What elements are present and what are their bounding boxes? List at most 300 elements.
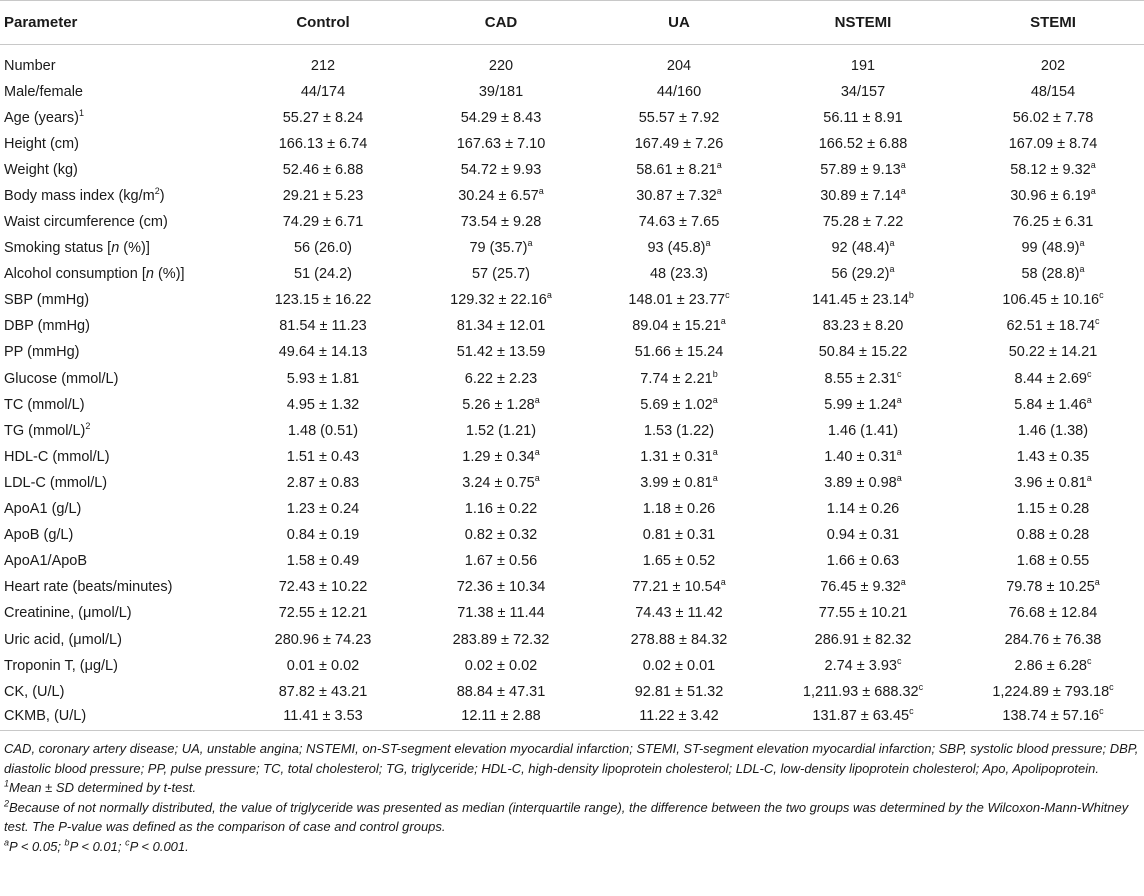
value-cell (958, 157, 1144, 183)
parameter-label: Troponin T, (μg/L) (4, 657, 118, 674)
significance-marker: a (712, 447, 718, 458)
value-cell (234, 496, 412, 522)
value-cell (412, 261, 590, 287)
value-cell (234, 522, 412, 548)
value-text: 1.16 ± 0.22 (464, 501, 538, 518)
value-text: 166.52 ± 6.88 (818, 135, 908, 152)
value-text: 62.51 ± 18.74 (1006, 318, 1096, 335)
value-text: 5.99 ± 1.24 (824, 396, 897, 413)
value-text: 29.21 ± 5.23 (282, 187, 364, 204)
table-row (0, 45, 1144, 79)
value-text: 1.23 ± 0.24 (286, 501, 360, 518)
significance-marker: a (900, 160, 906, 170)
significance-marker: a (1090, 160, 1096, 170)
value-cell (590, 235, 768, 261)
value-cell (590, 392, 768, 418)
parameter-label: Creatinine, (μmol/L) (4, 605, 132, 622)
value-text: 1.52 (1.21) (465, 422, 537, 439)
parameter-cell (0, 209, 234, 235)
value-cell (234, 131, 412, 157)
footnote-marker: 2 (4, 798, 10, 809)
significance-marker: c (918, 681, 924, 692)
value-cell (958, 574, 1144, 600)
value-text: 72.36 ± 10.34 (456, 579, 546, 596)
value-text: 2.87 ± 0.83 (286, 474, 360, 491)
footnote-text: P < 0.01; (69, 838, 126, 854)
significance-marker: b (712, 368, 718, 379)
table-header (0, 1, 1144, 45)
value-cell (768, 600, 958, 626)
value-text: 11.22 ± 3.42 (639, 707, 719, 724)
value-cell (412, 366, 590, 392)
value-cell (958, 105, 1144, 131)
value-cell (958, 131, 1144, 157)
header-cell: Control (234, 1, 412, 45)
value-text: 79.78 ± 10.25 (1006, 579, 1095, 596)
significance-marker: a (712, 473, 718, 484)
significance-marker: a (716, 160, 722, 170)
table-footnotes (0, 731, 1144, 856)
value-text: 48 (23.3) (649, 266, 709, 283)
significance-marker: a (534, 394, 540, 405)
value-text: 1.43 ± 0.35 (1016, 448, 1090, 465)
value-cell (234, 45, 412, 79)
value-text: 3.96 ± 0.81 (1014, 474, 1087, 491)
parameter-label: ApoA1/ApoB (4, 553, 88, 570)
value-cell (590, 548, 768, 574)
footnote-marker: b (64, 837, 70, 848)
parameter-label: CK, (U/L) (4, 683, 65, 700)
parameter-label-end: ) (159, 187, 165, 204)
value-text: 3.89 ± 0.98 (824, 474, 897, 491)
parameter-cell (0, 261, 234, 287)
table-row (0, 496, 1144, 522)
significance-marker: c (1099, 290, 1104, 301)
value-cell (412, 105, 590, 131)
value-text: 167.63 ± 7.10 (456, 135, 546, 152)
significance-marker: b (908, 290, 914, 301)
value-text: 50.22 ± 14.21 (1008, 344, 1098, 361)
value-text: 283.89 ± 72.32 (452, 631, 550, 648)
value-cell (768, 235, 958, 261)
parameter-cell (0, 105, 234, 131)
significance-marker: a (705, 238, 711, 249)
value-cell (590, 574, 768, 600)
value-text: 4.95 ± 1.32 (286, 396, 360, 413)
value-cell (768, 444, 958, 470)
significance-marker: a (896, 447, 902, 458)
significance-marker: c (1086, 655, 1092, 666)
value-cell (768, 496, 958, 522)
value-text: 167.49 ± 7.26 (634, 135, 724, 152)
value-cell (234, 418, 412, 444)
significance-marker: a (896, 473, 902, 484)
value-cell (234, 705, 412, 731)
value-text: 1.46 (1.38) (1017, 422, 1089, 439)
value-text: 55.57 ± 7.92 (638, 109, 720, 126)
value-text: 76.25 ± 6.31 (1012, 214, 1094, 231)
value-cell (590, 366, 768, 392)
value-cell (590, 157, 768, 183)
value-cell (768, 313, 958, 339)
value-text: 5.93 ± 1.81 (286, 370, 360, 387)
value-text: 75.28 ± 7.22 (822, 214, 904, 231)
parameter-label: Height (cm) (4, 135, 79, 152)
value-text: 89.04 ± 15.21 (632, 318, 721, 335)
footnote-text: Because of not normally distributed, the value of triglyceride was presented as median (interquartile range), the difference between the two groups was determined by the Wilcoxon-Mann-Whitney test. The P-value was defined as the comparison of case and control groups. (4, 799, 1129, 835)
value-text: 54.72 ± 9.93 (460, 161, 542, 178)
value-text: 212 (310, 57, 336, 74)
parameter-label: Male/female (4, 83, 83, 100)
value-cell (590, 679, 768, 705)
value-cell (768, 261, 958, 287)
footnote-marker: c (125, 837, 130, 848)
significance-marker: c (896, 655, 902, 666)
value-text: 1.67 ± 0.56 (464, 553, 538, 570)
table-row (0, 131, 1144, 157)
value-text: 284.76 ± 76.38 (1004, 631, 1102, 648)
value-text: 138.74 ± 57.16 (1002, 707, 1100, 724)
parameter-label: Weight (kg) (4, 161, 78, 178)
value-text: 0.94 ± 0.31 (826, 527, 900, 544)
significance-marker: c (1095, 316, 1100, 327)
value-cell (412, 444, 590, 470)
value-text: 56 (29.2) (831, 266, 890, 283)
parameter-cell (0, 392, 234, 418)
value-text: 0.84 ± 0.19 (286, 527, 360, 544)
value-text: 3.24 ± 0.75 (462, 474, 535, 491)
value-cell (958, 209, 1144, 235)
value-text: 166.13 ± 6.74 (278, 135, 368, 152)
parameter-label-end: (%)] (153, 266, 185, 283)
table-row (0, 261, 1144, 287)
value-cell (412, 79, 590, 105)
table-row (0, 313, 1144, 339)
value-cell (768, 45, 958, 79)
table-row (0, 157, 1144, 183)
value-text: 99 (48.9) (1021, 240, 1080, 257)
parameter-cell (0, 522, 234, 548)
value-cell (958, 496, 1144, 522)
value-cell (234, 235, 412, 261)
parameter-label: CKMB, (U/L) (4, 707, 87, 724)
value-cell (234, 548, 412, 574)
value-cell (768, 470, 958, 496)
value-text: 1.66 ± 0.63 (826, 553, 900, 570)
value-cell (590, 105, 768, 131)
parameter-label: Age (years) (4, 109, 79, 126)
value-text: 72.55 ± 12.21 (278, 605, 368, 622)
footnote-marker: a (4, 837, 10, 848)
value-cell (590, 79, 768, 105)
value-cell (590, 470, 768, 496)
header-cell: NSTEMI (768, 1, 958, 45)
value-cell (412, 183, 590, 209)
value-cell (234, 209, 412, 235)
value-text: 5.84 ± 1.46 (1014, 396, 1087, 413)
value-text: 0.02 ± 0.01 (642, 657, 716, 674)
value-text: 72.43 ± 10.22 (278, 579, 368, 596)
value-text: 1.65 ± 0.52 (642, 553, 716, 570)
parameter-cell (0, 45, 234, 79)
value-cell (590, 600, 768, 626)
value-text: 58.12 ± 9.32 (1010, 161, 1091, 178)
abbreviations-text: CAD, coronary artery disease; UA, unstable angina; NSTEMI, on-ST-segment elevation myocardial infarction; STEMI, ST-segment elevation myocardial infarction; SBP, systolic blood pressure; DBP, diastolic blood pressure; PP, pulse pressure; TC, total cholesterol; TG, triglyceride; HDL-C, high-density lipoprotein cholesterol; LDL-C, low-density lipoprotein cholesterol; Apo, Apolipoprotein. (4, 741, 1139, 776)
value-text: 1.48 (0.51) (287, 422, 359, 439)
value-cell (412, 339, 590, 365)
significance-marker: a (1079, 238, 1085, 249)
value-cell (768, 392, 958, 418)
significance-marker: c (909, 705, 914, 716)
parameter-cell (0, 653, 234, 679)
parameter-label: ApoB (g/L) (4, 527, 74, 544)
significance-marker: a (1086, 473, 1092, 484)
table-row (0, 105, 1144, 131)
value-cell (234, 79, 412, 105)
value-cell (958, 705, 1144, 731)
table-row (0, 183, 1144, 209)
parameter-cell (0, 600, 234, 626)
value-text: 73.54 ± 9.28 (460, 214, 542, 231)
parameter-label: SBP (mmHg) (4, 292, 90, 309)
value-text: 1.18 ± 0.26 (642, 501, 716, 518)
value-text: 30.96 ± 6.19 (1010, 187, 1091, 204)
footnote-marker: 1 (4, 779, 10, 790)
value-text: 76.45 ± 9.32 (820, 579, 901, 596)
value-text: 202 (1040, 57, 1066, 74)
significance-marker: a (896, 394, 902, 405)
value-text: 58 (28.8) (1021, 266, 1080, 283)
value-text: 1.46 (1.41) (827, 422, 899, 439)
value-text: 44/174 (300, 83, 346, 100)
value-cell (958, 679, 1144, 705)
table-row (0, 548, 1144, 574)
value-text: 5.26 ± 1.28 (462, 396, 535, 413)
value-cell (958, 418, 1144, 444)
table-row (0, 339, 1144, 365)
value-cell (768, 79, 958, 105)
value-cell (234, 653, 412, 679)
significance-marker: a (900, 577, 906, 588)
parameter-label: Alcohol consumption [ (4, 266, 146, 283)
value-cell (768, 183, 958, 209)
value-text: 131.87 ± 63.45 (812, 707, 910, 724)
value-cell (412, 574, 590, 600)
value-cell (412, 679, 590, 705)
significance-marker: a (538, 186, 544, 197)
value-text: 88.84 ± 47.31 (456, 683, 546, 700)
value-text: 74.43 ± 11.42 (635, 605, 723, 622)
parameter-cell (0, 157, 234, 183)
value-cell (590, 209, 768, 235)
parameter-cell (0, 496, 234, 522)
value-cell (234, 287, 412, 313)
value-cell (234, 313, 412, 339)
value-text: 11.41 ± 3.53 (283, 707, 363, 724)
value-text: 92 (48.4) (831, 240, 890, 257)
value-cell (768, 366, 958, 392)
value-cell (234, 392, 412, 418)
value-text: 77.21 ± 10.54 (632, 579, 721, 596)
significance-marker: a (720, 316, 726, 327)
value-cell (590, 313, 768, 339)
parameter-label: ApoA1 (g/L) (4, 501, 82, 518)
value-text: 2.86 ± 6.28 (1014, 657, 1087, 674)
value-cell (768, 157, 958, 183)
value-text: 1,224.89 ± 793.18 (992, 683, 1110, 700)
value-cell (412, 600, 590, 626)
table-row (0, 705, 1144, 731)
value-cell (412, 705, 590, 731)
value-cell (768, 339, 958, 365)
value-cell (590, 496, 768, 522)
value-text: 56 (26.0) (293, 240, 353, 257)
value-cell (590, 653, 768, 679)
parameter-cell (0, 339, 234, 365)
parameter-label: Waist circumference (cm) (4, 214, 168, 231)
table-row (0, 470, 1144, 496)
value-cell (234, 470, 412, 496)
table-row (0, 626, 1144, 652)
value-cell (768, 287, 958, 313)
value-text: 81.34 ± 12.01 (456, 318, 546, 335)
value-text: 50.84 ± 15.22 (818, 344, 908, 361)
value-cell (412, 626, 590, 652)
parameter-cell (0, 366, 234, 392)
value-cell (234, 157, 412, 183)
value-cell (768, 105, 958, 131)
value-text: 77.55 ± 10.21 (818, 605, 908, 622)
value-text: 54.29 ± 8.43 (460, 109, 542, 126)
value-text: 51.42 ± 13.59 (456, 344, 546, 361)
value-cell (412, 470, 590, 496)
significance-marker: a (527, 238, 533, 249)
value-cell (958, 522, 1144, 548)
significance-marker: c (1086, 368, 1092, 379)
value-cell (412, 522, 590, 548)
value-cell (958, 235, 1144, 261)
footnote-2 (4, 798, 1140, 837)
significance-marker: a (1079, 264, 1085, 275)
value-text: 141.45 ± 23.14 (812, 292, 909, 309)
value-text: 34/157 (840, 83, 886, 100)
value-cell (234, 679, 412, 705)
significance-marker: a (534, 473, 540, 484)
value-cell (590, 705, 768, 731)
value-text: 58.61 ± 8.21 (636, 161, 717, 178)
footnote-marker: 1 (78, 107, 84, 118)
value-text: 57.89 ± 9.13 (820, 161, 901, 178)
value-text: 191 (850, 57, 876, 74)
value-cell (412, 653, 590, 679)
value-text: 92.81 ± 51.32 (634, 683, 724, 700)
value-cell (590, 131, 768, 157)
value-cell (768, 626, 958, 652)
value-cell (768, 522, 958, 548)
value-text: 148.01 ± 23.77 (628, 292, 726, 309)
value-cell (958, 313, 1144, 339)
value-cell (958, 470, 1144, 496)
footnote-text: P < 0.001. (129, 838, 189, 854)
value-text: 8.55 ± 2.31 (824, 370, 897, 387)
value-cell (234, 183, 412, 209)
value-text: 93 (45.8) (647, 240, 706, 257)
significance-marker: c (896, 368, 902, 379)
value-text: 52.46 ± 6.88 (282, 161, 364, 178)
value-cell (590, 522, 768, 548)
significance-marker: c (725, 290, 730, 301)
value-text: 0.88 ± 0.28 (1016, 527, 1090, 544)
value-text: 6.22 ± 2.23 (464, 370, 538, 387)
value-cell (412, 548, 590, 574)
significance-marker: a (716, 186, 722, 197)
value-text: 12.11 ± 2.88 (461, 707, 541, 724)
value-text: 1,211.93 ± 688.32 (802, 683, 919, 700)
value-cell (412, 287, 590, 313)
value-text: 79 (35.7) (469, 240, 528, 257)
significance-note (4, 837, 1140, 857)
value-text: 1.14 ± 0.26 (826, 501, 900, 518)
value-text: 220 (488, 57, 514, 74)
value-text: 7.74 ± 2.21 (640, 370, 713, 387)
value-text: 56.02 ± 7.78 (1012, 109, 1094, 126)
table-row (0, 679, 1144, 705)
parameter-label: Uric acid, (μmol/L) (4, 631, 122, 648)
value-cell (768, 705, 958, 731)
value-text: 1.68 ± 0.55 (1016, 553, 1090, 570)
value-cell (590, 418, 768, 444)
header-cell: CAD (412, 1, 590, 45)
value-cell (234, 626, 412, 652)
value-cell (234, 444, 412, 470)
significance-marker: a (720, 577, 726, 588)
significance-marker: a (1090, 186, 1096, 197)
value-cell (234, 366, 412, 392)
significance-marker: a (1086, 394, 1092, 405)
value-cell (412, 45, 590, 79)
value-text: 30.87 ± 7.32 (636, 187, 717, 204)
value-cell (958, 287, 1144, 313)
value-cell (958, 261, 1144, 287)
significance-marker: a (1094, 577, 1100, 588)
value-cell (958, 600, 1144, 626)
value-cell (958, 626, 1144, 652)
value-text: 55.27 ± 8.24 (282, 109, 364, 126)
parameter-cell (0, 183, 234, 209)
parameter-cell (0, 548, 234, 574)
value-text: 49.64 ± 14.13 (278, 344, 368, 361)
value-text: 1.29 ± 0.34 (462, 448, 535, 465)
table-row (0, 522, 1144, 548)
value-text: 1.15 ± 0.28 (1016, 501, 1090, 518)
value-text: 280.96 ± 74.23 (274, 631, 372, 648)
value-cell (958, 366, 1144, 392)
value-text: 39/181 (478, 83, 524, 100)
footnote-marker: 2 (85, 420, 91, 431)
header-cell: Parameter (0, 1, 234, 45)
value-cell (412, 496, 590, 522)
value-cell (412, 392, 590, 418)
value-text: 123.15 ± 16.22 (274, 292, 372, 309)
significance-marker: a (712, 394, 718, 405)
value-text: 0.81 ± 0.31 (642, 527, 716, 544)
table-row (0, 366, 1144, 392)
value-text: 3.99 ± 0.81 (640, 474, 713, 491)
parameter-cell (0, 287, 234, 313)
parameter-cell (0, 131, 234, 157)
value-text: 2.74 ± 3.93 (824, 657, 897, 674)
value-text: 1.40 ± 0.31 (824, 448, 897, 465)
